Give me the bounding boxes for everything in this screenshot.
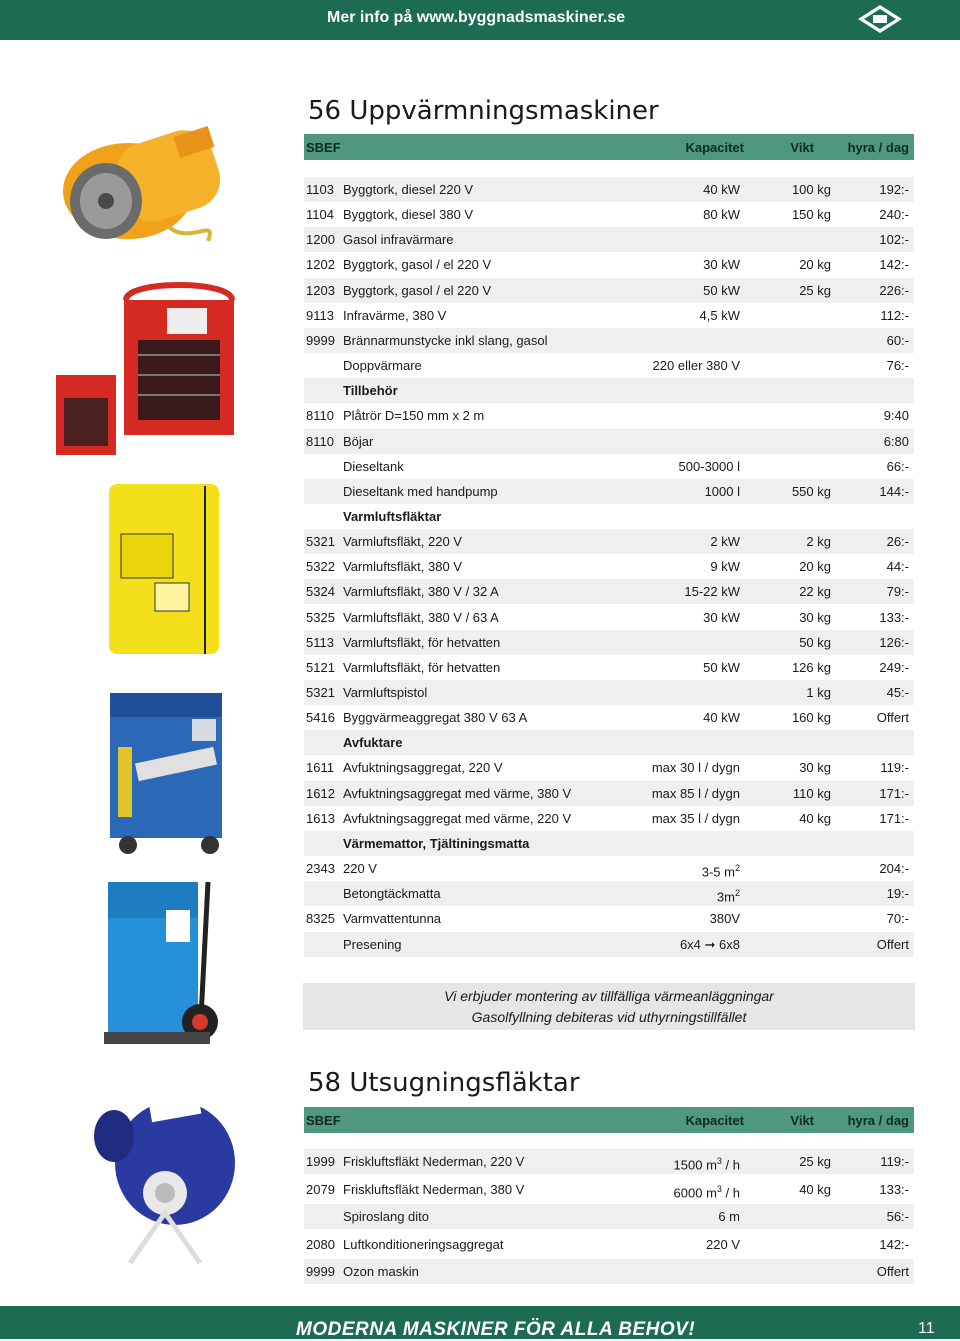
table-row bbox=[304, 906, 914, 931]
col-vikt: Vikt bbox=[790, 1113, 814, 1128]
row-capacity bbox=[652, 781, 740, 806]
row-description: Betongtäckmatta bbox=[343, 886, 441, 902]
company-logo-icon bbox=[856, 3, 904, 35]
row-weight: 30 kg bbox=[799, 760, 831, 776]
row-weight: 100 kg bbox=[791, 182, 831, 197]
row-capacity bbox=[703, 278, 740, 303]
row-description: Varmluftsfläkt, 380 V bbox=[343, 559, 462, 575]
row-capacity bbox=[702, 856, 740, 884]
row-capacity-value: 6x4 ➞ 6x8 bbox=[679, 936, 740, 952]
row-weight: 20 kg bbox=[799, 559, 831, 575]
table-row bbox=[304, 1149, 914, 1174]
row-code: 1612 bbox=[306, 785, 335, 801]
row-capacity-value: 6000 m bbox=[673, 1184, 717, 1200]
row-price: Offert bbox=[876, 710, 909, 726]
row-code: 9113 bbox=[306, 307, 334, 323]
row-capacity bbox=[703, 252, 740, 277]
row-price: 66:- bbox=[886, 458, 909, 474]
extraction-fan-image bbox=[90, 1088, 240, 1278]
row-capacity-value: max 30 l / dygn bbox=[651, 760, 740, 776]
table-group-header bbox=[304, 831, 914, 856]
row-capacity bbox=[710, 906, 740, 931]
row-price: 60:- bbox=[886, 332, 909, 348]
row-description: Avfuktare bbox=[343, 735, 403, 751]
row-weight: 25 kg bbox=[799, 282, 831, 298]
row-description: Brännarmunstycke inkl slang, gasol bbox=[343, 332, 548, 348]
table-row bbox=[304, 1177, 914, 1202]
col-kapacitet: Kapacitet bbox=[685, 1113, 744, 1128]
row-code: 2343 bbox=[306, 861, 335, 877]
table-row bbox=[304, 353, 914, 378]
row-capacity-value: 500-3000 l bbox=[678, 458, 740, 474]
row-weight: 150 kg bbox=[791, 207, 831, 223]
row-description: Luftkonditioneringsaggregat bbox=[343, 1236, 504, 1252]
row-price: 119:- bbox=[880, 760, 909, 776]
table-row bbox=[304, 328, 914, 353]
table-row bbox=[304, 202, 914, 227]
row-capacity bbox=[705, 479, 740, 504]
row-capacity-value: 3-5 m bbox=[701, 864, 735, 880]
electric-heater-image bbox=[52, 280, 242, 460]
row-weight: 25 kg bbox=[799, 1154, 831, 1169]
row-capacity bbox=[703, 202, 740, 227]
row-price: 249:- bbox=[879, 659, 909, 675]
row-price: Offert bbox=[876, 1264, 909, 1280]
row-code: 1103 bbox=[306, 182, 334, 197]
dehumidifier-blue-image bbox=[100, 685, 230, 855]
diesel-heater-image bbox=[58, 96, 228, 256]
row-description: Varmluftsfläkt, för hetvatten bbox=[343, 634, 501, 650]
row-capacity bbox=[653, 353, 740, 378]
bottom-bar bbox=[0, 1306, 960, 1339]
col-sbef: SBEF bbox=[306, 140, 341, 155]
row-price: 26:- bbox=[886, 534, 909, 550]
row-code: 9999 bbox=[306, 332, 335, 348]
row-description: Varmluftsfläkt, 380 V / 63 A bbox=[343, 609, 499, 625]
section-56-title: 56 Uppvärmningsmaskiner bbox=[308, 96, 659, 126]
row-capacity-value: 30 kW bbox=[703, 609, 740, 625]
row-capacity-value: 2 kW bbox=[710, 534, 740, 550]
row-capacity bbox=[717, 881, 740, 909]
table-row bbox=[304, 1204, 914, 1229]
row-capacity-value: 4,5 kW bbox=[699, 307, 740, 323]
table-row bbox=[304, 881, 914, 906]
row-code: 1200 bbox=[306, 232, 335, 248]
row-capacity bbox=[703, 177, 740, 202]
table-row bbox=[304, 755, 914, 780]
row-description: Böjar bbox=[343, 433, 374, 449]
row-weight: 20 kg bbox=[799, 257, 831, 273]
table-group-header bbox=[304, 378, 914, 403]
top-bar bbox=[0, 0, 960, 40]
row-description: Doppvärmare bbox=[343, 358, 422, 374]
section-58-table-header bbox=[304, 1107, 914, 1133]
section-56-table-header bbox=[304, 134, 914, 160]
row-capacity bbox=[710, 529, 740, 554]
table-group-header bbox=[304, 730, 914, 755]
row-description: Friskluftsfläkt Nederman, 380 V bbox=[343, 1181, 525, 1197]
row-price: 44:- bbox=[886, 559, 909, 575]
row-capacity bbox=[680, 932, 740, 957]
row-code: 5416 bbox=[306, 710, 335, 726]
row-capacity-value: 220 eller 380 V bbox=[652, 358, 740, 374]
row-description: Byggtork, gasol / el 220 V bbox=[343, 257, 492, 273]
row-capacity-value: 3m bbox=[716, 889, 735, 905]
row-description: Byggtork, gasol / el 220 V bbox=[343, 282, 492, 298]
row-weight: 550 kg bbox=[791, 483, 831, 499]
row-description: Dieseltank med handpump bbox=[343, 483, 498, 499]
row-price: 133:- bbox=[879, 609, 909, 625]
row-price: 70:- bbox=[886, 911, 909, 927]
row-code: 1104 bbox=[306, 207, 334, 223]
row-capacity-value: 9 kW bbox=[710, 559, 740, 575]
row-capacity-value: 50 kW bbox=[703, 282, 740, 298]
table-row bbox=[304, 1232, 914, 1257]
table-row bbox=[304, 932, 914, 957]
row-code: 1613 bbox=[306, 810, 335, 826]
row-code: 1202 bbox=[306, 257, 335, 273]
row-price: 6:80 bbox=[883, 433, 909, 449]
row-capacity-value: 50 kW bbox=[703, 659, 740, 675]
row-description: Varmluftspistol bbox=[343, 685, 428, 700]
row-description: Byggvärmeaggregat 380 V 63 A bbox=[343, 710, 528, 726]
row-capacity bbox=[710, 554, 740, 579]
row-price: 240:- bbox=[879, 207, 909, 223]
row-description: Avfuktningsaggregat med värme, 220 V bbox=[343, 810, 572, 826]
row-code: 9999 bbox=[306, 1264, 335, 1280]
row-description: Avfuktningsaggregat, 220 V bbox=[343, 760, 503, 776]
col-vikt: Vikt bbox=[790, 140, 814, 155]
row-weight: 126 kg bbox=[791, 659, 831, 675]
row-code: 5325 bbox=[306, 609, 335, 625]
row-price: 226:- bbox=[879, 282, 909, 298]
table-row bbox=[304, 705, 914, 730]
table-row bbox=[304, 429, 914, 454]
row-price: 119:- bbox=[880, 1154, 909, 1169]
row-code: 1999 bbox=[306, 1154, 335, 1169]
row-price: 142:- bbox=[879, 257, 909, 273]
row-capacity bbox=[652, 806, 740, 831]
row-code: 8325 bbox=[306, 911, 335, 927]
row-price: 126:- bbox=[879, 634, 909, 650]
table-row bbox=[304, 1259, 914, 1284]
row-capacity bbox=[703, 605, 740, 630]
row-capacity-unit-exponent: 3 bbox=[716, 1156, 722, 1166]
heating-mat-image bbox=[105, 478, 223, 658]
col-hyra: hyra / dag bbox=[847, 140, 909, 155]
table-row bbox=[304, 605, 914, 630]
row-price: 56:- bbox=[886, 1209, 909, 1225]
table-row bbox=[304, 529, 914, 554]
row-capacity-value: 40 kW bbox=[703, 182, 740, 197]
table-group-header bbox=[304, 504, 914, 529]
row-capacity-value: 40 kW bbox=[703, 710, 740, 726]
row-code: 2079 bbox=[306, 1181, 335, 1197]
row-capacity-value: 380V bbox=[709, 911, 740, 927]
table-row bbox=[304, 403, 914, 428]
row-capacity-unit-exponent: 2 bbox=[734, 863, 740, 874]
row-weight: 160 kg bbox=[791, 710, 831, 726]
row-description: Varmvattentunna bbox=[343, 911, 442, 927]
row-description: 220 V bbox=[343, 861, 377, 877]
row-description: Varmluftsfläkt, 220 V bbox=[343, 534, 462, 550]
row-capacity-value: 6 m bbox=[718, 1209, 740, 1225]
col-kapacitet: Kapacitet bbox=[685, 140, 744, 155]
row-code: 5121 bbox=[306, 659, 335, 675]
row-capacity-value: max 35 l / dygn bbox=[651, 810, 740, 826]
row-code: 8110 bbox=[306, 408, 334, 424]
row-description: Värmemattor, Tjältiningsmatta bbox=[343, 835, 530, 851]
row-capacity-unit-exponent: 3 bbox=[716, 1183, 722, 1194]
row-price: Offert bbox=[876, 936, 909, 952]
row-code: 5321 bbox=[306, 685, 335, 700]
table-row bbox=[304, 655, 914, 680]
row-capacity bbox=[718, 1204, 740, 1229]
table-row bbox=[304, 781, 914, 806]
table-row bbox=[304, 554, 914, 579]
table-row bbox=[304, 630, 914, 655]
table-row bbox=[304, 303, 914, 328]
row-capacity bbox=[703, 655, 740, 680]
row-weight: 2 kg bbox=[806, 534, 831, 550]
website-info[interactable]: Mer info på www.byggnadsmaskiner.se bbox=[327, 9, 626, 26]
table-row bbox=[304, 579, 914, 604]
row-capacity-value: 1500 m bbox=[673, 1157, 717, 1173]
section-58-title: 58 Utsugningsfläktar bbox=[308, 1068, 580, 1098]
row-capacity-value: 220 V bbox=[706, 1236, 740, 1252]
row-description: Spiroslang dito bbox=[343, 1209, 429, 1225]
row-weight: 40 kg bbox=[799, 1181, 831, 1197]
row-description: Friskluftsfläkt Nederman, 220 V bbox=[343, 1154, 525, 1169]
table-row bbox=[304, 227, 914, 252]
table-row bbox=[304, 278, 914, 303]
row-capacity bbox=[679, 454, 740, 479]
table-row bbox=[304, 479, 914, 504]
row-price: 192:- bbox=[879, 182, 909, 197]
row-price: 171:- bbox=[879, 810, 909, 826]
table-row bbox=[304, 177, 914, 202]
row-code: 1611 bbox=[306, 760, 334, 776]
table-row bbox=[304, 806, 914, 831]
row-capacity bbox=[674, 1177, 740, 1205]
row-code: 5322 bbox=[306, 559, 335, 575]
row-code: 5321 bbox=[306, 534, 335, 550]
row-price: 79:- bbox=[886, 584, 909, 600]
row-description: Presening bbox=[343, 936, 402, 952]
row-description: Avfuktningsaggregat med värme, 380 V bbox=[343, 785, 572, 801]
row-capacity bbox=[700, 303, 740, 328]
row-price: 9:40 bbox=[883, 408, 909, 424]
row-code: 1203 bbox=[306, 282, 335, 298]
row-description: Plåtrör D=150 mm x 2 m bbox=[343, 408, 485, 424]
note-line-2: Gasolfyllning debiteras vid uthyrningstillfället bbox=[471, 1009, 747, 1025]
row-description: Dieseltank bbox=[343, 458, 404, 474]
col-sbef: SBEF bbox=[306, 1113, 341, 1128]
table-row bbox=[304, 454, 914, 479]
row-code: 2080 bbox=[306, 1236, 335, 1252]
row-weight: 22 kg bbox=[799, 584, 831, 600]
row-description: Infravärme, 380 V bbox=[343, 307, 447, 323]
table-row bbox=[304, 252, 914, 277]
row-capacity bbox=[703, 705, 740, 730]
row-capacity bbox=[684, 579, 740, 604]
row-description: Varmluftsfläkt, 380 V / 32 A bbox=[343, 584, 499, 600]
row-description: Byggtork, diesel 380 V bbox=[343, 207, 474, 223]
table-row bbox=[304, 856, 914, 881]
page-number: 11 bbox=[918, 1320, 935, 1337]
service-note bbox=[303, 983, 915, 1030]
row-price: 45:- bbox=[886, 685, 909, 700]
row-capacity-value: 1000 l bbox=[704, 483, 740, 499]
row-capacity bbox=[706, 1232, 740, 1257]
row-price: 112:- bbox=[880, 307, 909, 323]
row-capacity-value: 80 kW bbox=[703, 207, 740, 223]
row-price: 142:- bbox=[879, 1236, 909, 1252]
row-weight: 110 kg bbox=[792, 785, 831, 801]
row-price: 102:- bbox=[879, 232, 909, 248]
row-capacity-rate: / h bbox=[721, 1157, 740, 1173]
row-description: Varmluftsfläktar bbox=[343, 508, 442, 524]
col-hyra: hyra / dag bbox=[847, 1113, 909, 1128]
row-capacity-unit-exponent: 2 bbox=[734, 888, 740, 899]
table-row bbox=[304, 680, 914, 705]
row-price: 19:- bbox=[886, 886, 909, 902]
row-description: Byggtork, diesel 220 V bbox=[343, 182, 474, 197]
row-code: 8110 bbox=[306, 433, 334, 449]
row-capacity-value: max 85 l / dygn bbox=[651, 785, 740, 801]
dehumidifier-trolley-image bbox=[100, 872, 230, 1057]
row-weight: 30 kg bbox=[799, 609, 831, 625]
row-price: 144:- bbox=[879, 483, 909, 499]
row-price: 171:- bbox=[879, 785, 909, 801]
row-capacity bbox=[674, 1149, 740, 1177]
row-capacity-value: 30 kW bbox=[703, 257, 740, 273]
row-description: Gasol infravärmare bbox=[343, 232, 454, 248]
row-capacity-rate: / h bbox=[721, 1184, 740, 1200]
row-capacity-value: 15-22 kW bbox=[684, 584, 740, 600]
row-description: Ozon maskin bbox=[343, 1264, 419, 1280]
row-description: Varmluftsfläkt, för hetvatten bbox=[343, 659, 501, 675]
row-price: 76:- bbox=[886, 358, 909, 374]
note-line-1: Vi erbjuder montering av tillfälliga värmeanläggningar bbox=[444, 988, 774, 1004]
row-code: 5324 bbox=[306, 584, 335, 600]
row-description: Tillbehör bbox=[343, 383, 398, 399]
row-price: 133:- bbox=[879, 1181, 909, 1197]
row-code: 5113 bbox=[306, 634, 334, 650]
row-weight: 50 kg bbox=[799, 634, 831, 650]
row-weight: 40 kg bbox=[799, 810, 831, 826]
footer-slogan: MODERNA MASKINER FÖR ALLA BEHOV! bbox=[296, 1319, 696, 1340]
row-price: 204:- bbox=[879, 861, 909, 877]
row-capacity bbox=[652, 755, 740, 780]
row-weight: 1 kg bbox=[806, 685, 831, 700]
